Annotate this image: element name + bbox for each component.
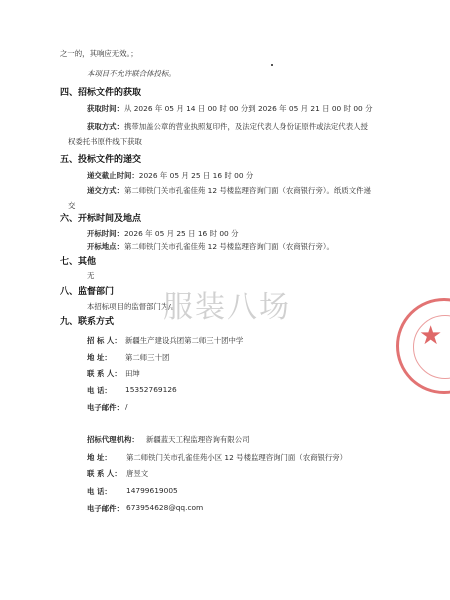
obtain-time-label: 获取时间： (87, 104, 124, 113)
watermark-text: 服装八场 (163, 290, 291, 325)
agency-contact-label: 联 系 人： (87, 469, 122, 478)
opening-time-label: 开标时间： (87, 229, 124, 238)
agency-contact-value: 唐昱文 (126, 469, 149, 478)
buyer-email-label: 电子邮件： (87, 403, 124, 412)
buyer-address-label: 地 址： (87, 353, 112, 362)
supervision-text: 本招标项目的监督部门为/。 (87, 302, 179, 311)
section-5-heading: 五、投标文件的递交 (60, 155, 142, 165)
buyer-phone-value: 15352769126 (125, 385, 177, 394)
agency-phone-label: 电 话： (87, 487, 112, 496)
section-6-heading: 六、开标时间及地点 (60, 214, 142, 224)
section-8-heading: 八、监督部门 (60, 287, 115, 297)
opening-place-value: 第二师铁门关市孔雀佳苑 12 号楼监理咨询门面（农商银行旁）。 (123, 242, 334, 251)
submit-method (87, 186, 371, 196)
seal-star-icon: ★ (419, 321, 443, 351)
buyer-contact-label: 联 系 人： (87, 369, 122, 378)
agency-phone-value: 14799619005 (126, 486, 178, 495)
submit-deadline (87, 171, 253, 181)
agency-email-value: 673954628@qq.com (126, 503, 204, 512)
section-4-heading: 四、招标文件的获取 (60, 88, 142, 98)
obtain-method-label: 获取方式： (87, 122, 124, 131)
section-9-heading: 九、联系方式 (60, 317, 115, 327)
buyer-phone-label: 电 话： (87, 386, 112, 395)
obtain-time (87, 104, 373, 114)
opening-time-value: 2026 年 05 月 25 日 16 时 00 分 (123, 229, 239, 238)
buyer-address-value: 第二师三十团 (125, 353, 170, 362)
scan-speck (271, 64, 273, 66)
submit-deadline-label: 递交截止时间： (87, 171, 139, 180)
buyer-name-label: 招 标 人： (87, 336, 122, 345)
agency-email-label: 电子邮件： (87, 504, 124, 513)
opening-place-label: 开标地点： (87, 242, 124, 251)
obtain-time-value: 从 2026 年 05 月 14 日 00 时 00 分到 2026 年 05 月 21 日 00 时 00 分 (123, 104, 373, 113)
submit-method-label: 递交方式： (87, 186, 124, 195)
obtain-method-value-1: 携带加盖公章的营业执照复印件，及法定代表人身份证原件或法定代表人授 (123, 122, 368, 131)
agency-address-label: 地 址： (87, 453, 112, 462)
opening-place (87, 242, 334, 252)
buyer-name-value: 新疆生产建设兵团第二师三十团中学 (125, 336, 244, 345)
buyer-email-value: / (125, 402, 128, 411)
submit-method-value-2: 交 (68, 201, 76, 210)
agency-name-value: 新疆蓝天工程监理咨询有限公司 (146, 435, 250, 444)
obtain-method (87, 122, 368, 132)
agency-name-label: 招标代理机构： (87, 435, 139, 444)
consortium-note: 本项目不允许联合体投标。 (87, 69, 176, 78)
section-7-heading: 七、其他 (60, 257, 97, 267)
submit-method-value-1: 第二师铁门关市孔雀佳苑 12 号楼监理咨询门面（农商银行旁）。纸质文件递 (123, 186, 371, 195)
other-text: 无 (87, 271, 95, 280)
official-seal-stamp (396, 298, 450, 394)
obtain-method-value-2: 权委托书原件线下获取 (68, 137, 142, 146)
opening-time (87, 229, 239, 239)
continued-text: 之一的，其响应无效。； (60, 49, 138, 58)
agency-address-value: 第二师铁门关市孔雀佳苑小区 12 号楼监理咨询门面（农商银行旁） (126, 453, 348, 462)
buyer-contact-value: 田坤 (125, 369, 140, 378)
submit-deadline-value: 2026 年 05 月 25 日 16 时 00 分 (138, 171, 254, 180)
